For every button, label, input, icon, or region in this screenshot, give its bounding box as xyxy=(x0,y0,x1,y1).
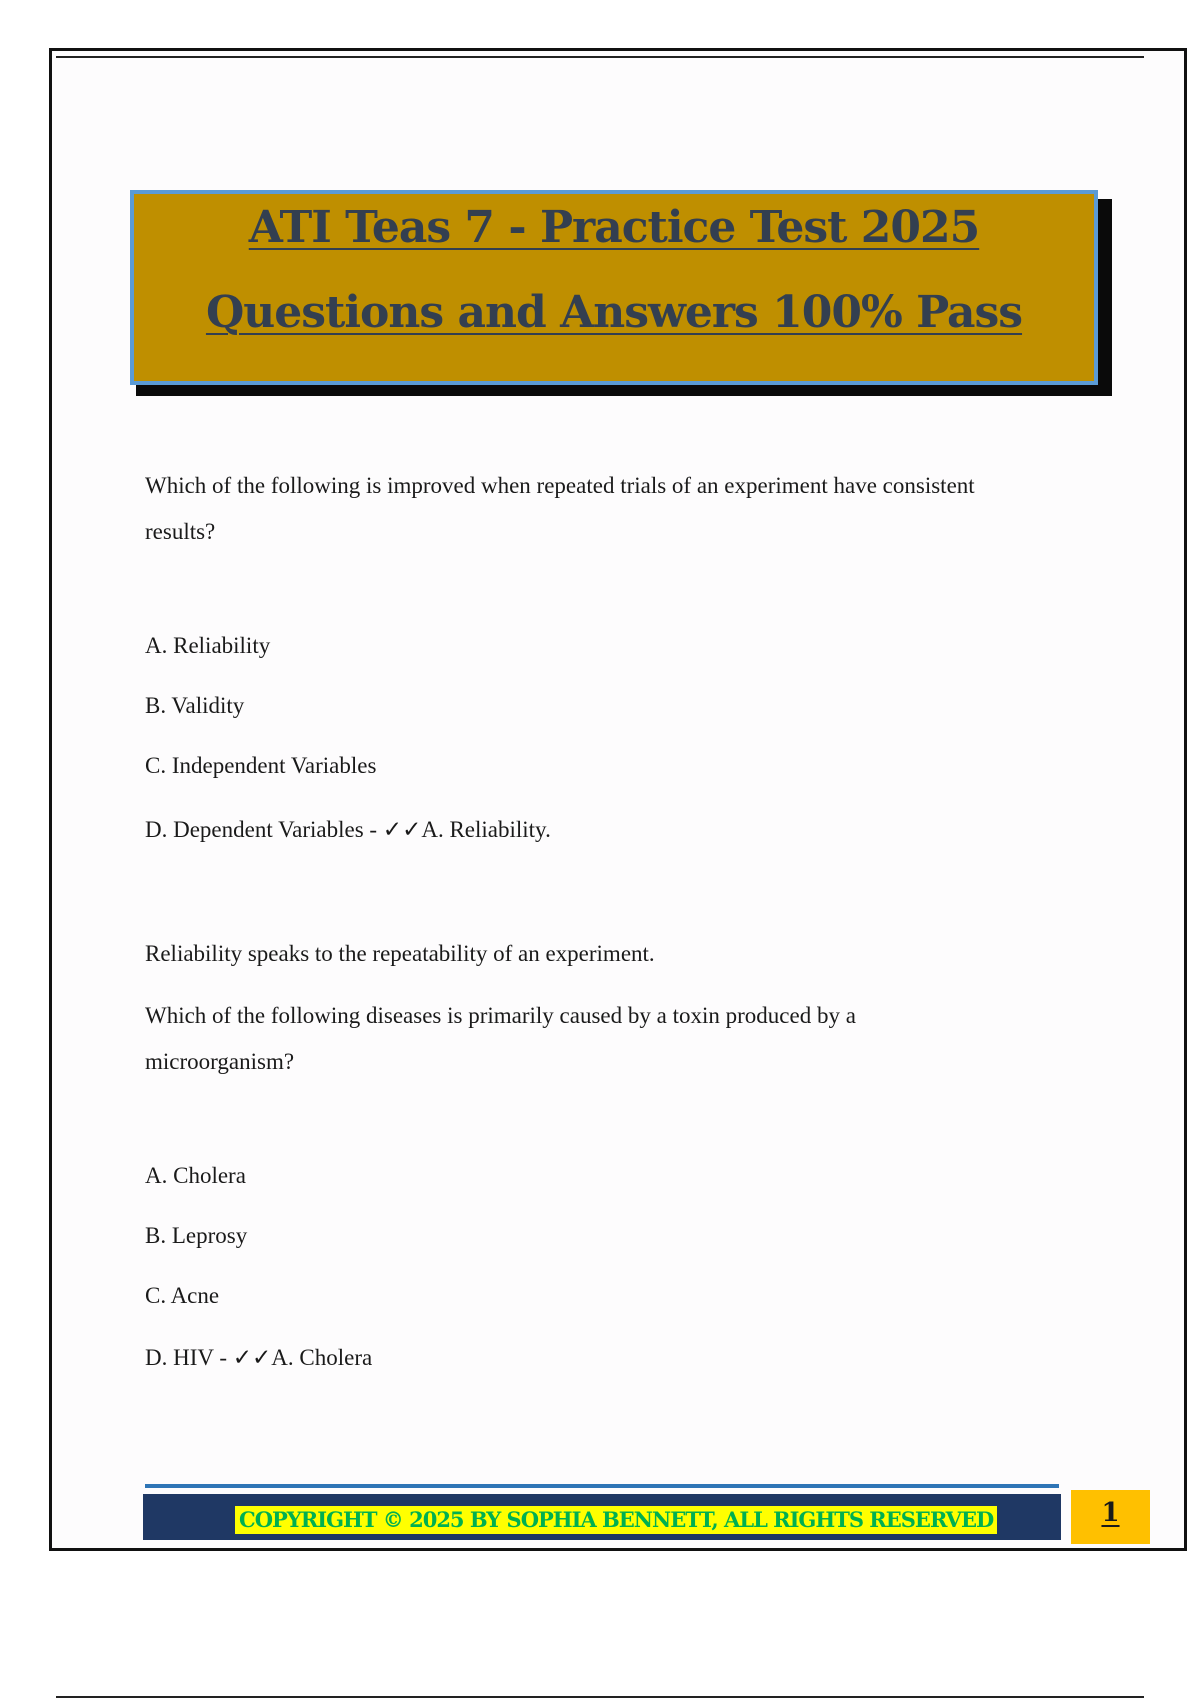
spacer xyxy=(145,1085,1045,1153)
option-a: A. Cholera xyxy=(145,1163,246,1188)
spacer xyxy=(145,867,1045,931)
top-rule xyxy=(56,56,1144,58)
footer-copyright: COPYRIGHT © 2025 BY SOPHIA BENNETT, ALL RIGHTS RESERVED xyxy=(235,1506,997,1534)
option-d-with-answer: D. HIV - ✓✓A. Cholera xyxy=(145,1345,373,1370)
option-a: A. Reliability xyxy=(145,633,271,658)
explanation-text: Reliability speaks to the repeatability of an experiment. xyxy=(145,941,655,966)
option-d-with-answer: D. Dependent Variables - ✓✓A. Reliability. xyxy=(145,817,551,842)
title-line-2: Questions and Answers 100% Pass xyxy=(205,287,1023,338)
option-b: B. Leprosy xyxy=(145,1223,248,1248)
title-line-1: ATI Teas 7 - Practice Test 2025 xyxy=(248,202,980,253)
question-text: Which of the following diseases is primarily caused by a toxin produced by a microorganism? xyxy=(145,1003,856,1074)
spacer xyxy=(145,555,1045,623)
option-c: C. Acne xyxy=(145,1283,220,1308)
page-number-box xyxy=(1071,1490,1150,1544)
bottom-rule xyxy=(56,1696,1144,1698)
question-text: Which of the following is improved when repeated trials of an experiment have consistent results? xyxy=(145,473,975,544)
footer-rule xyxy=(145,1484,1059,1488)
document-body xyxy=(145,463,1045,1395)
page-number: 1 xyxy=(1101,1498,1120,1528)
question-2 xyxy=(145,993,1045,1381)
question-1 xyxy=(145,463,1045,977)
title-banner xyxy=(130,190,1098,385)
option-c: C. Independent Variables xyxy=(145,753,377,778)
option-b: B. Validity xyxy=(145,693,245,718)
